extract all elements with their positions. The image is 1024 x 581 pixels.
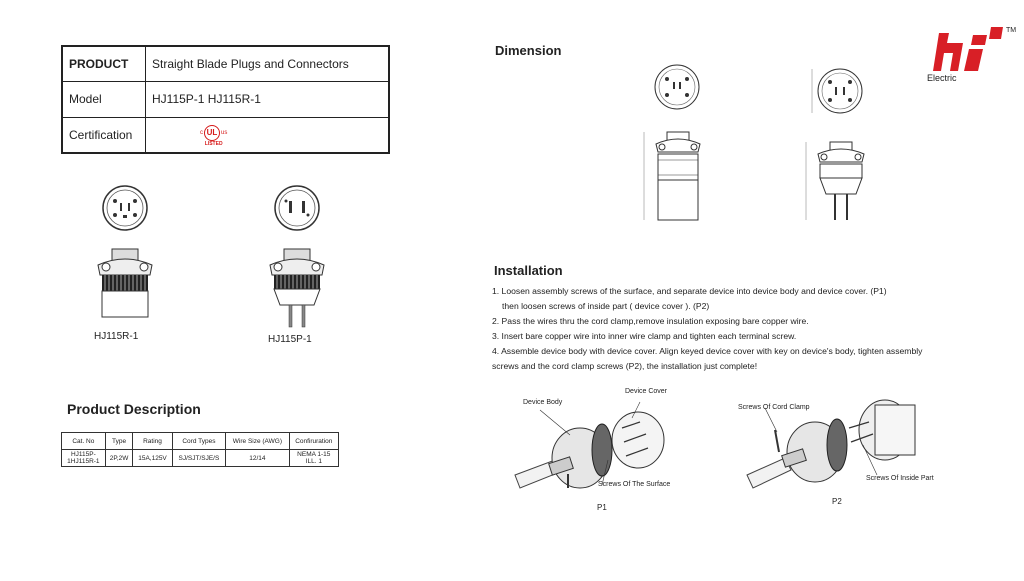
step-line: 3. Insert bare copper wire into inner wire clamp and tighten each terminal screw. [492, 331, 797, 341]
spec-value: HJ115P-1 HJ115R-1 [146, 82, 390, 118]
dimension-title: Dimension [495, 43, 562, 58]
spec-value [146, 117, 390, 153]
ul-listed-logo [200, 125, 227, 147]
receptacle-drawing [90, 183, 160, 318]
spec-value: Straight Blade Plugs and Connectors [146, 46, 390, 82]
col-header: Wire Size (AWG) [226, 433, 289, 450]
spec-label: PRODUCT [62, 46, 146, 82]
plug-caption: HJ115P-1 [268, 334, 312, 345]
ul-listed-text: LISTED [204, 140, 223, 147]
plug-drawing [264, 183, 334, 333]
step-line: 2. Pass the wires thru the cord clamp,remove insulation exposing bare copper wire. [492, 316, 809, 326]
col-header: Rating [133, 433, 172, 450]
callout-device-cover: Device Cover [625, 388, 668, 395]
callout-screws-inside: Screws Of Inside Part [866, 475, 934, 482]
table-row [62, 450, 339, 467]
hj-electric-logo [925, 25, 1005, 75]
spec-row-model [62, 82, 389, 118]
label-p2: P2 [832, 497, 842, 506]
installation-title: Installation [494, 263, 563, 278]
step-line: 1. Loosen assembly screws of the surface, and separate device into device body and device cover. (P1) [492, 286, 887, 296]
spec-row-product [62, 46, 389, 82]
spec-table [61, 45, 390, 154]
ul-suffix: us [221, 129, 228, 136]
spec-label: Certification [62, 117, 146, 153]
callout-screws-cord-clamp: Screws Of Cord Clamp [738, 404, 810, 411]
callout-screws-surface: Screws Of The Surface [598, 481, 671, 488]
brand-electric-label: Electric [927, 73, 957, 83]
step-line: then loosen screws of inside part ( device cover ). (P2) [502, 301, 710, 311]
p1-illustration [510, 400, 700, 505]
type-cell: 2P,2W [105, 450, 133, 467]
ul-mark: UL [204, 125, 220, 141]
product-description-table [61, 432, 339, 467]
dimension-drawings [630, 60, 880, 235]
cord-types-cell: SJ/SJT/SJE/S [172, 450, 226, 467]
col-header: Cord Types [172, 433, 226, 450]
receptacle-caption: HJ115R-1 [94, 331, 139, 342]
callout-device-body: Device Body [523, 399, 563, 406]
spec-label: Model [62, 82, 146, 118]
label-p1: P1 [597, 503, 607, 512]
product-description-title: Product Description [67, 401, 201, 417]
wire-size-cell: 12/14 [226, 450, 289, 467]
spec-row-certification [62, 117, 389, 153]
step-line: screws and the cord clamp screws (P2), the installation just complete! [492, 361, 758, 371]
ul-prefix: c [200, 129, 203, 136]
config-cell: NEMA 1-15 ILL. 1 [289, 450, 338, 467]
cat-no-cell: HJ115P- 1HJ115R-1 [62, 450, 106, 467]
rating-cell: 15A,125V [133, 450, 172, 467]
col-header: Type [105, 433, 133, 450]
step-line: 4. Assemble device body with device cover. Align keyed device cover with key on device's body, tighten assembly [492, 346, 923, 356]
col-header: Cat. No [62, 433, 106, 450]
table-header-row [62, 433, 339, 450]
col-header: Confiruration [289, 433, 338, 450]
installation-steps [492, 284, 992, 374]
trademark-mark: TM [1006, 27, 1017, 34]
